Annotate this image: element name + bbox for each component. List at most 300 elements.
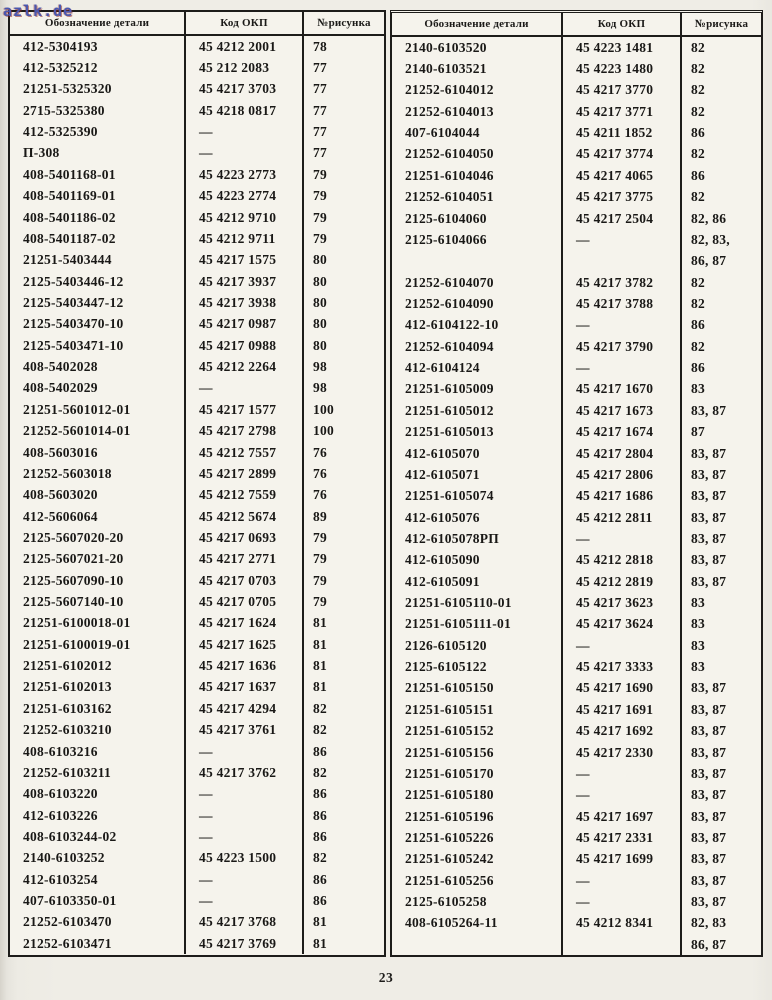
figure-number-cell: 89 [313, 508, 327, 524]
table-row [10, 164, 384, 185]
designation-cell: 2125-5403446-12 [10, 271, 186, 292]
table-row [392, 849, 761, 870]
okp-code-cell [563, 934, 682, 955]
okp-code-cell: 45 4223 1500 [186, 848, 304, 869]
table-row [10, 143, 384, 164]
figure-number-cell: 86 [691, 317, 705, 333]
designation-cell: 2125-5403470-10 [10, 314, 186, 335]
designation-cell: 21252-6104070 [392, 272, 563, 293]
okp-code-cell: — [186, 121, 304, 142]
figure-number-cell: 83, 87 [691, 723, 727, 739]
figure-number-cell: 83, 87 [691, 466, 727, 482]
okp-code-cell: 45 4217 3774 [563, 144, 682, 165]
table-row [392, 443, 761, 464]
okp-code-cell: 45 4217 2771 [186, 549, 304, 570]
figure-number-cell: 83, 87 [691, 744, 727, 760]
table-row [10, 933, 384, 954]
figure-number-cell: 81 [313, 636, 327, 652]
okp-code-cell: 45 4217 2504 [563, 208, 682, 229]
okp-code-cell: 45 4223 2774 [186, 186, 304, 207]
okp-code-cell: 45 4217 1670 [563, 379, 682, 400]
table-row [10, 335, 384, 356]
figure-number-cell: 82 [691, 274, 705, 290]
table-row [392, 37, 761, 58]
designation-cell: 21251-6100019-01 [10, 634, 186, 655]
figure-number-cell: 82 [691, 189, 705, 205]
designation-cell: 21251-6105012 [392, 400, 563, 421]
table-row [10, 591, 384, 612]
figure-number-cell: 83, 87 [691, 808, 727, 824]
designation-cell: 21252-6104094 [392, 336, 563, 357]
okp-code-cell: 45 4212 9711 [186, 228, 304, 249]
designation-cell: 2140-6103520 [392, 37, 563, 58]
designation-cell: 412-6105078РП [392, 528, 563, 549]
designation-cell: 21251-6105242 [392, 849, 563, 870]
figure-number-cell: 83 [691, 637, 705, 653]
designation-cell: 21251-6102012 [10, 655, 186, 676]
designation-cell: 408-6105264-11 [392, 913, 563, 934]
figure-number-cell: 79 [313, 572, 327, 588]
table-row [392, 187, 761, 208]
figure-number-cell: 83, 87 [691, 829, 727, 845]
designation-cell: П-308 [10, 143, 186, 164]
table-row [392, 635, 761, 656]
okp-code-cell: 45 4217 0693 [186, 527, 304, 548]
figure-number-cell: 82 [691, 103, 705, 119]
okp-code-cell: 45 4212 5674 [186, 506, 304, 527]
okp-code-cell: 45 4217 3761 [186, 720, 304, 741]
figure-number-cell: 77 [313, 124, 327, 140]
table-row [10, 314, 384, 335]
figure-number-cell: 83, 87 [691, 872, 727, 888]
designation-cell: 2125-5607020-20 [10, 527, 186, 548]
table-row [10, 485, 384, 506]
figure-number-cell: 98 [313, 380, 327, 396]
figure-number-cell: 80 [313, 316, 327, 332]
table-row [392, 913, 761, 934]
page-number: 23 [378, 970, 394, 985]
table-row [10, 869, 384, 890]
table-row [392, 101, 761, 122]
designation-cell: 21251-6105110-01 [392, 592, 563, 613]
figure-number-cell: 86 [313, 807, 327, 823]
designation-cell: 2125-6105122 [392, 656, 563, 677]
table-row [10, 292, 384, 313]
designation-cell: 412-6105090 [392, 550, 563, 571]
designation-cell: 21252-6103211 [10, 762, 186, 783]
designation-cell: 408-5603016 [10, 442, 186, 463]
designation-cell: 21252-5603018 [10, 463, 186, 484]
okp-code-cell: 45 4217 3790 [563, 336, 682, 357]
designation-cell: 21251-6105196 [392, 806, 563, 827]
designation-cell: 21251-6105152 [392, 721, 563, 742]
watermark: azlk.de [3, 2, 74, 20]
okp-code-cell: 45 4217 0705 [186, 591, 304, 612]
okp-code-cell: 45 4217 0988 [186, 335, 304, 356]
figure-number-cell: 86 [313, 743, 327, 759]
designation-cell: 412-6105071 [392, 464, 563, 485]
designation-cell: 2715-5325380 [10, 100, 186, 121]
figure-number-cell: 86 [313, 871, 327, 887]
okp-code-cell: — [563, 528, 682, 549]
table-row [392, 122, 761, 143]
table-row [10, 677, 384, 698]
figure-number-cell: 83 [691, 616, 705, 632]
designation-cell: 408-5402029 [10, 378, 186, 399]
designation-cell: 412-6105076 [392, 507, 563, 528]
designation-cell: 21251-6105156 [392, 742, 563, 763]
okp-code-cell: 45 4217 2798 [186, 420, 304, 441]
okp-code-cell: 45 4212 2001 [186, 36, 304, 57]
figure-number-cell: 82 [691, 146, 705, 162]
designation-cell: 408-6103216 [10, 741, 186, 762]
designation-cell: 408-6103244-02 [10, 826, 186, 847]
okp-code-cell: 45 4217 1697 [563, 806, 682, 827]
table-row [392, 251, 761, 272]
okp-code-cell: 45 4217 3938 [186, 292, 304, 313]
okp-code-cell: 45 4217 3788 [563, 293, 682, 314]
figure-number-cell: 81 [313, 914, 327, 930]
okp-code-cell: 45 4212 8341 [563, 913, 682, 934]
designation-cell: 408-5401169-01 [10, 186, 186, 207]
table-row [392, 80, 761, 101]
table-row [10, 399, 384, 420]
parts-table-right [390, 10, 763, 957]
designation-cell: 21252-6103470 [10, 912, 186, 933]
designation-cell: 412-5606064 [10, 506, 186, 527]
column-header-designation: Обозначение детали [392, 13, 563, 35]
table-row [10, 527, 384, 548]
figure-number-cell: 83, 87 [691, 701, 727, 717]
table-row [10, 36, 384, 57]
table-row [392, 229, 761, 250]
okp-code-cell: — [186, 890, 304, 911]
figure-number-cell: 81 [313, 658, 327, 674]
designation-cell: 412-6105091 [392, 571, 563, 592]
table-body [10, 36, 384, 954]
figure-number-cell: 83, 87 [691, 402, 727, 418]
table-row [10, 634, 384, 655]
figure-number-cell: 82 [691, 338, 705, 354]
designation-cell: 21252-6103471 [10, 933, 186, 954]
figure-number-cell: 80 [313, 337, 327, 353]
okp-code-cell: 45 4217 3768 [186, 912, 304, 933]
table-row [10, 848, 384, 869]
designation-cell: 412-6103254 [10, 869, 186, 890]
okp-code-cell: 45 4217 2899 [186, 463, 304, 484]
designation-cell: 408-6103220 [10, 784, 186, 805]
table-row [10, 613, 384, 634]
table-row [392, 336, 761, 357]
okp-code-cell: 45 4217 1625 [186, 634, 304, 655]
table-row [10, 378, 384, 399]
table-row [392, 934, 761, 955]
table-row [392, 571, 761, 592]
designation-cell: 2140-6103521 [392, 58, 563, 79]
figure-number-cell: 82, 83, [691, 231, 730, 247]
designation-cell: 2125-5607140-10 [10, 591, 186, 612]
okp-code-cell: 45 4217 2804 [563, 443, 682, 464]
designation-cell: 408-5402028 [10, 356, 186, 377]
okp-code-cell: 45 4223 1481 [563, 37, 682, 58]
designation-cell: 21251-6100018-01 [10, 613, 186, 634]
table-row [10, 741, 384, 762]
designation-cell: 21252-6104013 [392, 101, 563, 122]
okp-code-cell: — [563, 315, 682, 336]
designation-cell: 21251-6105226 [392, 827, 563, 848]
designation-cell: 21251-6104046 [392, 165, 563, 186]
table-row [10, 207, 384, 228]
table-row [392, 165, 761, 186]
figure-number-cell: 86 [313, 786, 327, 802]
figure-number-cell: 86 [691, 125, 705, 141]
table-row [10, 805, 384, 826]
okp-code-cell: — [563, 785, 682, 806]
figure-number-cell: 83, 87 [691, 509, 727, 525]
table-row [392, 592, 761, 613]
okp-code-cell: — [186, 869, 304, 890]
okp-code-cell: 45 4212 9710 [186, 207, 304, 228]
table-row [392, 357, 761, 378]
table-row [10, 698, 384, 719]
designation-cell: 21251-6105180 [392, 785, 563, 806]
designation-cell: 21251-6105009 [392, 379, 563, 400]
designation-cell: 2125-6105258 [392, 891, 563, 912]
designation-cell: 21251-5403444 [10, 250, 186, 271]
table-row [10, 79, 384, 100]
table-row [10, 356, 384, 377]
table-row [10, 57, 384, 78]
designation-cell: 2126-6105120 [392, 635, 563, 656]
figure-number-cell: 83, 87 [691, 787, 727, 803]
okp-code-cell: 45 4212 2818 [563, 550, 682, 571]
table-row [392, 507, 761, 528]
figure-number-cell: 79 [313, 551, 327, 567]
table-row [392, 656, 761, 677]
figure-number-cell: 82 [691, 39, 705, 55]
figure-number-cell: 82, 83 [691, 915, 727, 931]
table-row [392, 528, 761, 549]
designation-cell: 2125-5607090-10 [10, 570, 186, 591]
table-row [392, 421, 761, 442]
table-row [392, 785, 761, 806]
table-row [392, 293, 761, 314]
okp-code-cell: 45 4212 2264 [186, 356, 304, 377]
figure-number-cell: 82 [313, 850, 327, 866]
figure-number-cell: 79 [313, 166, 327, 182]
designation-cell: 408-5603020 [10, 485, 186, 506]
figure-number-cell: 76 [313, 465, 327, 481]
designation-cell: 2140-6103252 [10, 848, 186, 869]
figure-number-cell: 98 [313, 359, 327, 375]
okp-code-cell: 45 4223 2773 [186, 164, 304, 185]
okp-code-cell: 45 4217 3762 [186, 762, 304, 783]
designation-cell: 2125-6104060 [392, 208, 563, 229]
okp-code-cell: — [186, 741, 304, 762]
table-row [392, 870, 761, 891]
okp-code-cell: 45 4217 1624 [186, 613, 304, 634]
figure-number-cell: 82, 86 [691, 210, 727, 226]
designation-cell: 407-6104044 [392, 122, 563, 143]
table-row [392, 891, 761, 912]
figure-number-cell: 77 [313, 81, 327, 97]
okp-code-cell: 45 4217 1673 [563, 400, 682, 421]
table-row [392, 806, 761, 827]
table-row [392, 379, 761, 400]
figure-number-cell: 86 [691, 360, 705, 376]
designation-cell: 21252-6103210 [10, 720, 186, 741]
table-row [10, 121, 384, 142]
table-row [392, 208, 761, 229]
parts-table-left [8, 10, 386, 957]
table-row [10, 228, 384, 249]
okp-code-cell: 45 4217 0987 [186, 314, 304, 335]
figure-number-cell: 77 [313, 60, 327, 76]
table-row [10, 250, 384, 271]
okp-code-cell: — [186, 784, 304, 805]
designation-cell: 408-5401187-02 [10, 228, 186, 249]
okp-code-cell: 45 4217 3333 [563, 656, 682, 677]
okp-code-cell: — [563, 357, 682, 378]
table-row [392, 614, 761, 635]
table-row [10, 655, 384, 676]
designation-cell: 21251-6105074 [392, 486, 563, 507]
okp-code-cell: 45 212 2083 [186, 57, 304, 78]
table-row [10, 442, 384, 463]
okp-code-cell: 45 4217 1692 [563, 721, 682, 742]
designation-cell: 407-6103350-01 [10, 890, 186, 911]
table-row [10, 762, 384, 783]
figure-number-cell: 79 [313, 188, 327, 204]
figure-number-cell: 79 [313, 529, 327, 545]
table-header [392, 13, 761, 37]
okp-code-cell: 45 4217 3771 [563, 101, 682, 122]
okp-code-cell: 45 4212 7557 [186, 442, 304, 463]
figure-number-cell: 86 [313, 828, 327, 844]
figure-number-cell: 87 [691, 424, 705, 440]
figure-number-cell: 86 [313, 893, 327, 909]
table-row [10, 890, 384, 911]
table-row [10, 570, 384, 591]
okp-code-cell: — [563, 229, 682, 250]
designation-cell: 412-6103226 [10, 805, 186, 826]
okp-code-cell: 45 4217 4065 [563, 165, 682, 186]
column-header-okp-code: Код ОКП [563, 13, 682, 35]
okp-code-cell: 45 4217 1575 [186, 250, 304, 271]
designation-cell: 2125-5607021-20 [10, 549, 186, 570]
okp-code-cell: 45 4217 1674 [563, 421, 682, 442]
designation-cell: 412-6104122-10 [392, 315, 563, 336]
figure-number-cell: 100 [313, 401, 334, 417]
okp-code-cell: 45 4217 1577 [186, 399, 304, 420]
figure-number-cell: 77 [313, 102, 327, 118]
figure-number-cell: 82 [313, 700, 327, 716]
okp-code-cell: — [563, 870, 682, 891]
designation-cell: 21251-6103162 [10, 698, 186, 719]
okp-code-cell: 45 4212 2819 [563, 571, 682, 592]
okp-code-cell: 45 4212 2811 [563, 507, 682, 528]
designation-cell: 21251-5601012-01 [10, 399, 186, 420]
figure-number-cell: 83, 87 [691, 765, 727, 781]
okp-code-cell: 45 4217 1691 [563, 699, 682, 720]
table-row [10, 420, 384, 441]
figure-number-cell: 81 [313, 679, 327, 695]
figure-number-cell: 83, 87 [691, 894, 727, 910]
okp-code-cell: 45 4217 3769 [186, 933, 304, 954]
column-header-okp-code: Код ОКП [186, 12, 304, 34]
column-header-designation: Обозначение детали [10, 12, 186, 34]
figure-number-cell: 83, 87 [691, 552, 727, 568]
designation-cell: 21251-6105013 [392, 421, 563, 442]
figure-number-cell: 83, 87 [691, 680, 727, 696]
table-row [10, 826, 384, 847]
designation-cell: 21251-6105111-01 [392, 614, 563, 635]
table-row [10, 912, 384, 933]
designation-cell: 2125-5403447-12 [10, 292, 186, 313]
designation-cell: 2125-6104066 [392, 229, 563, 250]
table-row [392, 550, 761, 571]
figure-number-cell: 77 [313, 145, 327, 161]
figure-number-cell: 86, 87 [691, 936, 727, 952]
okp-code-cell: 45 4217 2331 [563, 827, 682, 848]
designation-cell [392, 251, 563, 272]
okp-code-cell: 45 4217 1690 [563, 678, 682, 699]
designation-cell [392, 934, 563, 955]
designation-cell: 21251-6102013 [10, 677, 186, 698]
figure-number-cell: 83, 87 [691, 530, 727, 546]
designation-cell: 408-5401168-01 [10, 164, 186, 185]
designation-cell: 21252-6104051 [392, 187, 563, 208]
okp-code-cell: — [563, 763, 682, 784]
okp-code-cell [563, 251, 682, 272]
designation-cell: 412-5325212 [10, 57, 186, 78]
designation-cell: 21252-6104012 [392, 80, 563, 101]
designation-cell: 21252-6104050 [392, 144, 563, 165]
figure-number-cell: 82 [691, 61, 705, 77]
figure-number-cell: 81 [313, 935, 327, 951]
designation-cell: 21252-6104090 [392, 293, 563, 314]
table-row [10, 100, 384, 121]
figure-number-cell: 79 [313, 209, 327, 225]
okp-code-cell: 45 4217 0703 [186, 570, 304, 591]
figure-number-cell: 100 [313, 423, 334, 439]
okp-code-cell: — [186, 805, 304, 826]
okp-code-cell: 45 4217 3624 [563, 614, 682, 635]
column-header-figure-number: №рисунка [694, 18, 749, 30]
okp-code-cell: 45 4217 2806 [563, 464, 682, 485]
figure-number-cell: 82 [313, 764, 327, 780]
okp-code-cell: 45 4217 2330 [563, 742, 682, 763]
table-row [392, 400, 761, 421]
designation-cell: 21251-6105170 [392, 763, 563, 784]
okp-code-cell: 45 4217 3770 [563, 80, 682, 101]
okp-code-cell: 45 4217 1637 [186, 677, 304, 698]
designation-cell: 412-6105070 [392, 443, 563, 464]
okp-code-cell: 45 4217 3623 [563, 592, 682, 613]
designation-cell: 21251-6105256 [392, 870, 563, 891]
table-row [392, 678, 761, 699]
okp-code-cell: — [563, 891, 682, 912]
table-row [392, 272, 761, 293]
okp-code-cell: 45 4217 3782 [563, 272, 682, 293]
designation-cell: 2125-5403471-10 [10, 335, 186, 356]
okp-code-cell: — [186, 826, 304, 847]
table-row [392, 827, 761, 848]
table-row [392, 763, 761, 784]
table-row [392, 464, 761, 485]
figure-number-cell: 83, 87 [691, 445, 727, 461]
okp-code-cell: 45 4217 3937 [186, 271, 304, 292]
